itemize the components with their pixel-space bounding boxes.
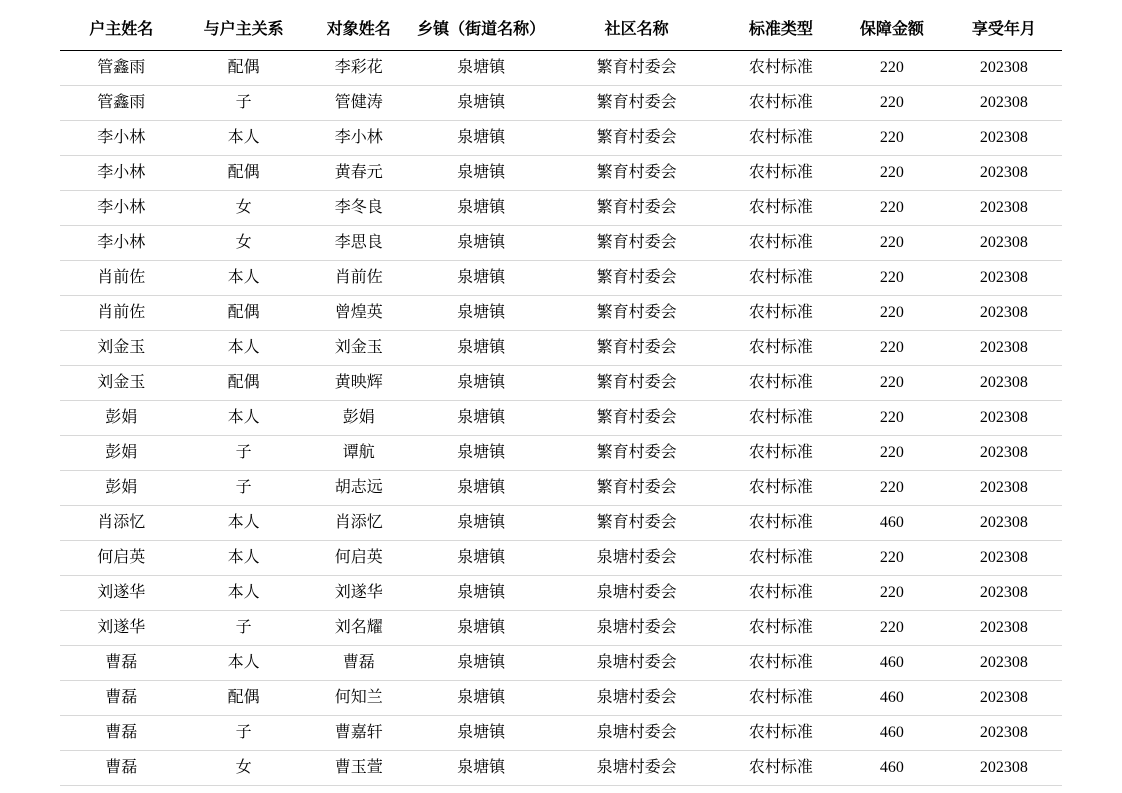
table-cell: 繁育村委会 bbox=[550, 121, 724, 156]
table-cell: 202308 bbox=[946, 121, 1062, 156]
table-row bbox=[60, 751, 1062, 786]
table-row bbox=[60, 506, 1062, 541]
table-cell: 子 bbox=[182, 471, 304, 506]
table-header-row bbox=[60, 10, 1062, 51]
table-row bbox=[60, 261, 1062, 296]
table-cell: 李小林 bbox=[60, 226, 182, 261]
table-cell: 彭娟 bbox=[60, 436, 182, 471]
table-cell: 李冬良 bbox=[305, 191, 413, 226]
table-row bbox=[60, 331, 1062, 366]
table-cell: 繁育村委会 bbox=[550, 156, 724, 191]
table-cell: 农村标准 bbox=[724, 121, 838, 156]
table-cell: 女 bbox=[182, 191, 304, 226]
table-cell: 配偶 bbox=[182, 681, 304, 716]
table-cell: 繁育村委会 bbox=[550, 506, 724, 541]
table-cell: 农村标准 bbox=[724, 191, 838, 226]
table-cell: 李思良 bbox=[305, 226, 413, 261]
table-cell: 泉塘村委会 bbox=[550, 611, 724, 646]
table-cell: 泉塘镇 bbox=[413, 401, 550, 436]
table-cell: 202308 bbox=[946, 331, 1062, 366]
table-cell: 202308 bbox=[946, 366, 1062, 401]
table-cell: 202308 bbox=[946, 646, 1062, 681]
table-header-cell-1: 与户主关系 bbox=[182, 10, 304, 51]
table-row bbox=[60, 716, 1062, 751]
table-cell: 202308 bbox=[946, 86, 1062, 121]
table-cell: 子 bbox=[182, 611, 304, 646]
table-cell: 220 bbox=[838, 541, 946, 576]
table-cell: 农村标准 bbox=[724, 681, 838, 716]
table-header-cell-0: 户主姓名 bbox=[60, 10, 182, 51]
table-cell: 泉塘村委会 bbox=[550, 716, 724, 751]
table-cell: 配偶 bbox=[182, 156, 304, 191]
table-cell: 子 bbox=[182, 716, 304, 751]
table-cell: 配偶 bbox=[182, 51, 304, 86]
table-cell: 配偶 bbox=[182, 296, 304, 331]
table-cell: 曹磊 bbox=[60, 681, 182, 716]
table-cell: 农村标准 bbox=[724, 86, 838, 121]
table-cell: 管鑫雨 bbox=[60, 86, 182, 121]
table-cell: 繁育村委会 bbox=[550, 366, 724, 401]
table-row bbox=[60, 156, 1062, 191]
table-cell: 本人 bbox=[182, 401, 304, 436]
table-cell: 202308 bbox=[946, 261, 1062, 296]
table-row bbox=[60, 646, 1062, 681]
table-cell: 繁育村委会 bbox=[550, 401, 724, 436]
table-row bbox=[60, 541, 1062, 576]
table-cell: 农村标准 bbox=[724, 646, 838, 681]
table-header-cell-6: 保障金额 bbox=[838, 10, 946, 51]
table-cell: 曹磊 bbox=[305, 646, 413, 681]
table-cell: 泉塘镇 bbox=[413, 751, 550, 786]
table-cell: 202308 bbox=[946, 611, 1062, 646]
table-cell: 曹玉萱 bbox=[305, 751, 413, 786]
table-cell: 刘名耀 bbox=[305, 611, 413, 646]
table-cell: 220 bbox=[838, 331, 946, 366]
table-cell: 202308 bbox=[946, 51, 1062, 86]
table-cell: 460 bbox=[838, 646, 946, 681]
table-cell: 肖前佐 bbox=[60, 261, 182, 296]
table-cell: 泉塘镇 bbox=[413, 681, 550, 716]
table-cell: 本人 bbox=[182, 261, 304, 296]
table-header-cell-5: 标准类型 bbox=[724, 10, 838, 51]
table-row bbox=[60, 121, 1062, 156]
table-cell: 泉塘镇 bbox=[413, 611, 550, 646]
table-cell: 本人 bbox=[182, 121, 304, 156]
table-row bbox=[60, 51, 1062, 86]
table-cell: 220 bbox=[838, 436, 946, 471]
table-cell: 泉塘村委会 bbox=[550, 681, 724, 716]
table-cell: 泉塘镇 bbox=[413, 86, 550, 121]
table-cell: 泉塘镇 bbox=[413, 296, 550, 331]
table-cell: 本人 bbox=[182, 541, 304, 576]
table-cell: 460 bbox=[838, 716, 946, 751]
table-cell: 泉塘镇 bbox=[413, 51, 550, 86]
table-cell: 繁育村委会 bbox=[550, 226, 724, 261]
table-row bbox=[60, 436, 1062, 471]
table-cell: 本人 bbox=[182, 331, 304, 366]
table-cell: 220 bbox=[838, 576, 946, 611]
table-cell: 曹磊 bbox=[60, 646, 182, 681]
table-cell: 202308 bbox=[946, 296, 1062, 331]
table-cell: 220 bbox=[838, 296, 946, 331]
table-cell: 子 bbox=[182, 86, 304, 121]
table-cell: 220 bbox=[838, 261, 946, 296]
table-cell: 子 bbox=[182, 436, 304, 471]
table-cell: 泉塘镇 bbox=[413, 541, 550, 576]
table-cell: 泉塘镇 bbox=[413, 646, 550, 681]
beneficiary-table bbox=[60, 10, 1062, 786]
table-cell: 泉塘镇 bbox=[413, 716, 550, 751]
table-cell: 女 bbox=[182, 751, 304, 786]
table-cell: 繁育村委会 bbox=[550, 471, 724, 506]
table-cell: 泉塘镇 bbox=[413, 121, 550, 156]
table-cell: 何知兰 bbox=[305, 681, 413, 716]
table-row bbox=[60, 226, 1062, 261]
table-cell: 202308 bbox=[946, 681, 1062, 716]
table-cell: 220 bbox=[838, 156, 946, 191]
table-cell: 泉塘村委会 bbox=[550, 576, 724, 611]
table-cell: 农村标准 bbox=[724, 436, 838, 471]
table-cell: 繁育村委会 bbox=[550, 331, 724, 366]
table-cell: 农村标准 bbox=[724, 261, 838, 296]
table-cell: 202308 bbox=[946, 436, 1062, 471]
table-cell: 本人 bbox=[182, 506, 304, 541]
table-cell: 配偶 bbox=[182, 366, 304, 401]
table-cell: 本人 bbox=[182, 576, 304, 611]
table-cell: 农村标准 bbox=[724, 471, 838, 506]
table-cell: 繁育村委会 bbox=[550, 191, 724, 226]
table-row bbox=[60, 86, 1062, 121]
table-cell: 220 bbox=[838, 121, 946, 156]
table-cell: 黄春元 bbox=[305, 156, 413, 191]
table-cell: 泉塘镇 bbox=[413, 191, 550, 226]
table-cell: 220 bbox=[838, 226, 946, 261]
table-cell: 202308 bbox=[946, 226, 1062, 261]
table-cell: 李小林 bbox=[60, 156, 182, 191]
table-row bbox=[60, 296, 1062, 331]
table-cell: 农村标准 bbox=[724, 51, 838, 86]
table-cell: 胡志远 bbox=[305, 471, 413, 506]
table-cell: 李小林 bbox=[60, 121, 182, 156]
table-row bbox=[60, 401, 1062, 436]
table-cell: 曹磊 bbox=[60, 716, 182, 751]
table-cell: 泉塘村委会 bbox=[550, 751, 724, 786]
table-header-cell-4: 社区名称 bbox=[550, 10, 724, 51]
table-cell: 李彩花 bbox=[305, 51, 413, 86]
table-cell: 农村标准 bbox=[724, 401, 838, 436]
table-cell: 农村标准 bbox=[724, 541, 838, 576]
table-cell: 220 bbox=[838, 86, 946, 121]
table-cell: 刘遂华 bbox=[60, 576, 182, 611]
table-cell: 460 bbox=[838, 751, 946, 786]
table-cell: 220 bbox=[838, 191, 946, 226]
table-header-cell-2: 对象姓名 bbox=[305, 10, 413, 51]
table-cell: 彭娟 bbox=[305, 401, 413, 436]
table-cell: 繁育村委会 bbox=[550, 261, 724, 296]
table-cell: 460 bbox=[838, 681, 946, 716]
table-cell: 繁育村委会 bbox=[550, 436, 724, 471]
table-cell: 农村标准 bbox=[724, 296, 838, 331]
table-cell: 刘遂华 bbox=[60, 611, 182, 646]
table-cell: 农村标准 bbox=[724, 611, 838, 646]
table-cell: 202308 bbox=[946, 471, 1062, 506]
table-cell: 农村标准 bbox=[724, 506, 838, 541]
table-cell: 李小林 bbox=[60, 191, 182, 226]
table-cell: 220 bbox=[838, 366, 946, 401]
table-cell: 刘金玉 bbox=[305, 331, 413, 366]
table-cell: 泉塘镇 bbox=[413, 506, 550, 541]
table-cell: 220 bbox=[838, 611, 946, 646]
table-cell: 黄映辉 bbox=[305, 366, 413, 401]
table-cell: 202308 bbox=[946, 506, 1062, 541]
table-cell: 农村标准 bbox=[724, 156, 838, 191]
table-cell: 202308 bbox=[946, 751, 1062, 786]
table-cell: 刘金玉 bbox=[60, 331, 182, 366]
table-cell: 女 bbox=[182, 226, 304, 261]
table-cell: 泉塘镇 bbox=[413, 436, 550, 471]
table-header bbox=[60, 10, 1062, 51]
table-cell: 曾煌英 bbox=[305, 296, 413, 331]
table-cell: 泉塘镇 bbox=[413, 366, 550, 401]
table-cell: 220 bbox=[838, 471, 946, 506]
table-cell: 202308 bbox=[946, 541, 1062, 576]
table-cell: 刘遂华 bbox=[305, 576, 413, 611]
table-row bbox=[60, 576, 1062, 611]
table-header-cell-3: 乡镇（街道名称） bbox=[413, 10, 550, 51]
table-cell: 彭娟 bbox=[60, 401, 182, 436]
table-cell: 管鑫雨 bbox=[60, 51, 182, 86]
table-cell: 农村标准 bbox=[724, 366, 838, 401]
table-cell: 泉塘镇 bbox=[413, 156, 550, 191]
table-cell: 泉塘镇 bbox=[413, 471, 550, 506]
table-cell: 农村标准 bbox=[724, 331, 838, 366]
table-cell: 农村标准 bbox=[724, 576, 838, 611]
table-cell: 202308 bbox=[946, 716, 1062, 751]
table-cell: 泉塘村委会 bbox=[550, 646, 724, 681]
table-cell: 农村标准 bbox=[724, 716, 838, 751]
table-cell: 202308 bbox=[946, 191, 1062, 226]
table-cell: 肖前佐 bbox=[305, 261, 413, 296]
table-cell: 繁育村委会 bbox=[550, 86, 724, 121]
table-cell: 肖添忆 bbox=[305, 506, 413, 541]
table-cell: 泉塘镇 bbox=[413, 331, 550, 366]
table-cell: 202308 bbox=[946, 576, 1062, 611]
table-cell: 202308 bbox=[946, 156, 1062, 191]
table-cell: 彭娟 bbox=[60, 471, 182, 506]
table-cell: 农村标准 bbox=[724, 751, 838, 786]
table-row bbox=[60, 681, 1062, 716]
table-body bbox=[60, 51, 1062, 786]
table-cell: 本人 bbox=[182, 646, 304, 681]
table-cell: 220 bbox=[838, 401, 946, 436]
table-cell: 管健涛 bbox=[305, 86, 413, 121]
table-cell: 何启英 bbox=[305, 541, 413, 576]
table-cell: 460 bbox=[838, 506, 946, 541]
table-cell: 泉塘镇 bbox=[413, 226, 550, 261]
table-cell: 农村标准 bbox=[724, 226, 838, 261]
table-cell: 泉塘村委会 bbox=[550, 541, 724, 576]
table-cell: 202308 bbox=[946, 401, 1062, 436]
table-cell: 220 bbox=[838, 51, 946, 86]
table-cell: 繁育村委会 bbox=[550, 296, 724, 331]
table-cell: 肖添忆 bbox=[60, 506, 182, 541]
table-cell: 曹磊 bbox=[60, 751, 182, 786]
table-cell: 泉塘镇 bbox=[413, 261, 550, 296]
table-cell: 繁育村委会 bbox=[550, 51, 724, 86]
table-row bbox=[60, 191, 1062, 226]
table-header-cell-7: 享受年月 bbox=[946, 10, 1062, 51]
table-cell: 谭航 bbox=[305, 436, 413, 471]
table-row bbox=[60, 366, 1062, 401]
table-cell: 肖前佐 bbox=[60, 296, 182, 331]
table-row bbox=[60, 471, 1062, 506]
table-cell: 泉塘镇 bbox=[413, 576, 550, 611]
table-cell: 李小林 bbox=[305, 121, 413, 156]
table-cell: 何启英 bbox=[60, 541, 182, 576]
table-cell: 刘金玉 bbox=[60, 366, 182, 401]
table-cell: 曹嘉轩 bbox=[305, 716, 413, 751]
table-row bbox=[60, 611, 1062, 646]
